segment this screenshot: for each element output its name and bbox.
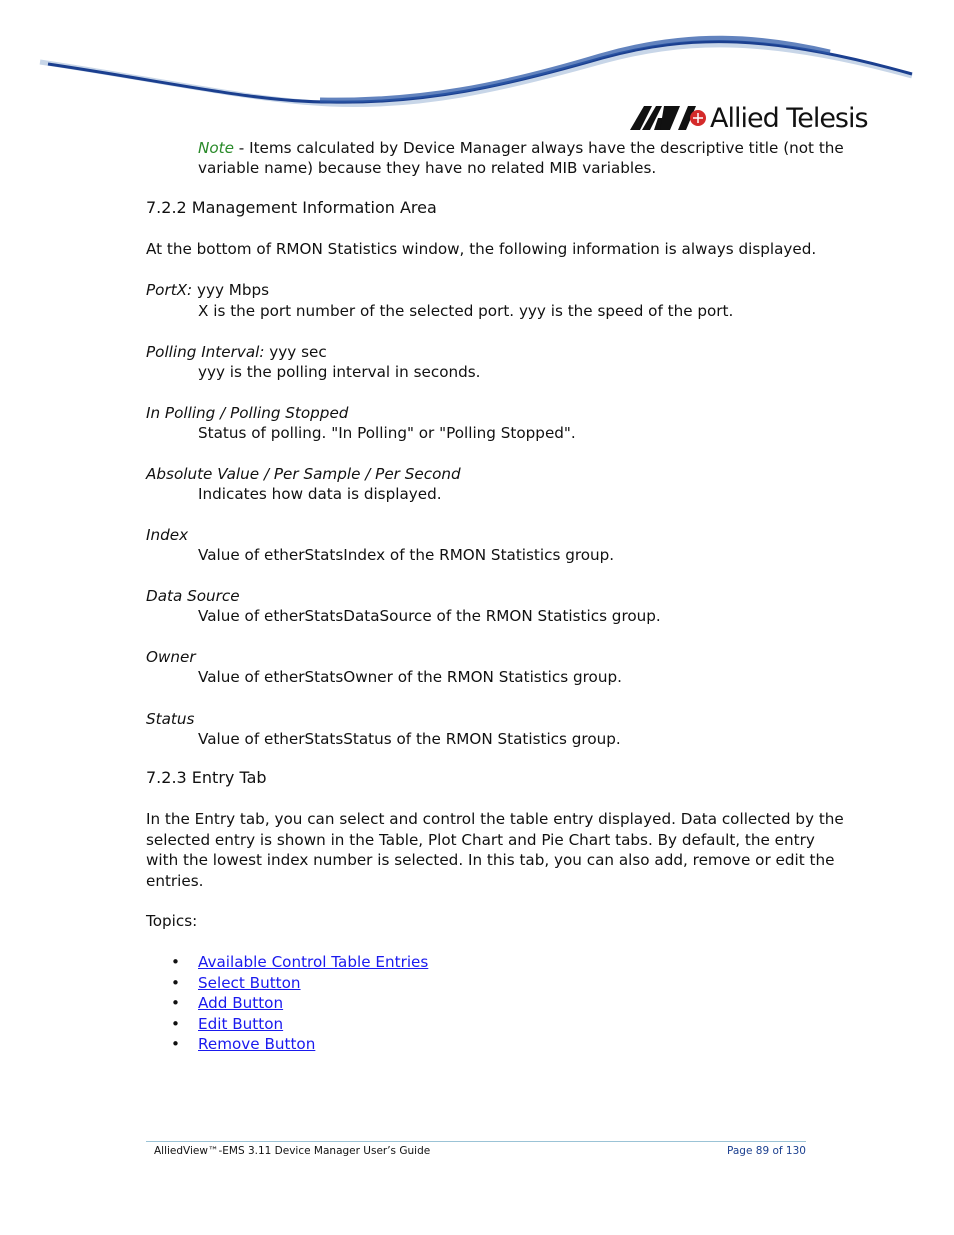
- link-available-control-table-entries[interactable]: Available Control Table Entries: [198, 953, 429, 971]
- footer-guide-title: AlliedView™-EMS 3.11 Device Manager User’s Guide: [154, 1145, 431, 1157]
- bullet-icon: •: [171, 1014, 180, 1033]
- link-select-button[interactable]: Select Button: [198, 973, 301, 992]
- link-add-button[interactable]: Add Button: [198, 994, 284, 1012]
- desc-index: Value of etherStatsIndex of the RMON Statistics group.: [198, 546, 615, 564]
- term-value-mode: Absolute Value / Per Sample / Per Second: [146, 465, 461, 483]
- desc-status: Value of etherStatsStatus of the RMON Statistics group.: [198, 730, 621, 748]
- note-text-1: - Items calculated by Device Manager always have the descriptive title (not the: [233, 139, 844, 157]
- entry-tab-para-line-1: In the Entry tab, you can select and control the table entry displayed. Data collected by the: [146, 810, 844, 828]
- term-polling-status: In Polling / Polling Stopped: [146, 404, 349, 422]
- note-line-2: variable name) because they have no related MIB variables.: [198, 159, 657, 177]
- bullet-icon: •: [171, 1035, 180, 1053]
- entry-tab-para-line-3: with the lowest index number is selected. In this tab, you can also add, remove or edit the: [146, 851, 835, 869]
- term-polling-interval: Polling Interval: yyy sec: [146, 343, 327, 361]
- topics-list: [171, 952, 428, 1055]
- list-item: [171, 1034, 428, 1055]
- desc-data-source: Value of etherStatsDataSource of the RMON Statistics group.: [198, 607, 661, 625]
- list-item: [171, 1014, 428, 1035]
- section-heading-7-2-2: 7.2.2 Management Information Area: [146, 198, 437, 217]
- term-index: Index: [146, 526, 189, 544]
- logo-mark-icon: [630, 106, 706, 130]
- list-item: [171, 952, 428, 973]
- desc-polling-status: Status of polling. "In Polling" or "Polling Stopped".: [198, 424, 576, 442]
- footer-rule: [146, 1141, 806, 1142]
- entry-tab-para-line-2: selected entry is shown in the Table, Plot Chart and Pie Chart tabs. By default, the entry: [146, 831, 815, 849]
- term-status: Status: [146, 710, 195, 728]
- desc-value-mode: Indicates how data is displayed.: [198, 485, 442, 503]
- bullet-icon: •: [171, 973, 180, 992]
- term-data-source: Data Source: [146, 587, 240, 605]
- link-remove-button[interactable]: Remove Button: [198, 1035, 316, 1053]
- footer-page-number: Page 89 of 130: [727, 1145, 806, 1157]
- topics-label: Topics:: [146, 912, 198, 930]
- list-item: [171, 993, 428, 1014]
- list-item: [171, 973, 428, 994]
- entry-tab-para-line-4: entries.: [146, 872, 204, 890]
- term-portx: PortX: yyy Mbps: [146, 281, 270, 299]
- desc-owner: Value of etherStatsOwner of the RMON Statistics group.: [198, 668, 622, 686]
- note-label: Note: [198, 139, 234, 157]
- allied-telesis-logo: [630, 98, 870, 138]
- section-722-intro: At the bottom of RMON Statistics window, the following information is always displayed.: [146, 240, 817, 258]
- desc-portx: X is the port number of the selected port. yyy is the speed of the port.: [198, 302, 734, 320]
- desc-polling-interval: yyy is the polling interval in seconds.: [198, 363, 481, 381]
- bullet-icon: •: [171, 994, 180, 1012]
- term-owner: Owner: [146, 648, 196, 666]
- section-heading-7-2-3: 7.2.3 Entry Tab: [146, 768, 267, 787]
- bullet-icon: •: [171, 953, 180, 971]
- note-line-1: [198, 138, 844, 159]
- link-edit-button[interactable]: Edit Button: [198, 1014, 284, 1033]
- logo-text: Allied Telesis: [710, 102, 868, 134]
